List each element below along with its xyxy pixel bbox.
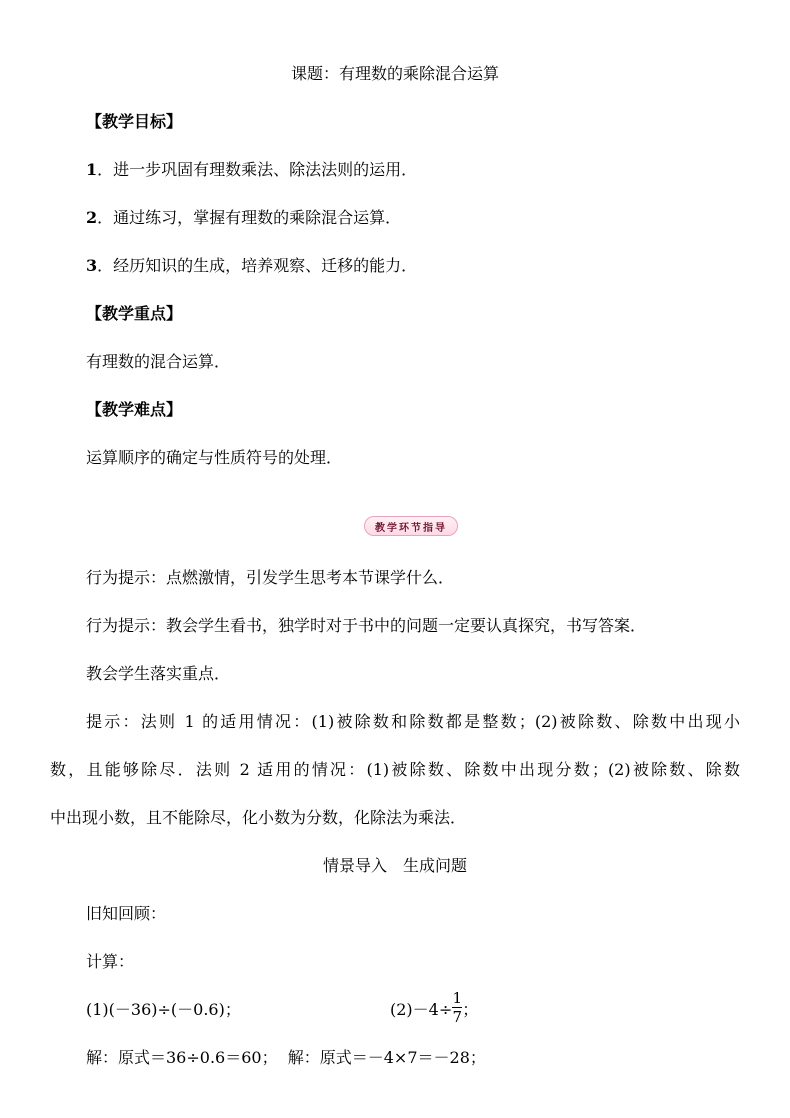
guidance-paragraph-2: 行为提示：教会学生看书，独学时对于书中的问题一定要认真探究，书写答案． xyxy=(86,616,647,635)
objective-item-1 xyxy=(86,160,417,180)
calc-label: 计算： xyxy=(86,952,135,971)
objective-item-3 xyxy=(86,256,417,276)
section-banner xyxy=(354,515,468,537)
page-title: 课题：有理数的乘除混合运算 xyxy=(290,64,499,83)
guidance-tip-line-3: 中出现小数，且不能除尽，化小数为分数，化除法为乘法． xyxy=(50,808,467,827)
fraction-denominator: 7 xyxy=(452,1008,463,1026)
problem-2-suffix: ； xyxy=(462,1000,479,1019)
guidance-paragraph-3: 教会学生落实重点． xyxy=(86,664,231,683)
guidance-tip-line-1: 提示：法则 1 的适用情况：(1)被除数和除数都是整数；(2)被除数、除数中出现小 xyxy=(86,712,740,731)
fraction xyxy=(452,990,462,1025)
fraction-numerator: 1 xyxy=(452,989,463,1007)
solution-line: 解：原式＝36÷0.6＝60； 解：原式＝－4×7＝－28； xyxy=(86,1048,486,1067)
banner-pill xyxy=(364,516,458,536)
objective-text: ．进一步巩固有理数乘法、除法法则的运用． xyxy=(97,160,418,179)
objective-number: 1 xyxy=(86,160,98,179)
objectives-heading: 【教学目标】 xyxy=(86,112,183,131)
key-points-text: 有理数的混合运算． xyxy=(86,352,231,371)
guidance-tip-line-2: 数，且能够除尽．法则 2 适用的情况：(1)被除数、除数中出现分数；(2)被除数、除数 xyxy=(50,760,740,779)
objective-item-2 xyxy=(86,208,401,228)
objective-text: ．经历知识的生成，培养观察、迁移的能力． xyxy=(97,256,418,275)
objective-number: 3 xyxy=(86,256,98,275)
objective-number: 2 xyxy=(86,208,98,227)
problem-2-prefix: (2)－4÷ xyxy=(390,1000,453,1019)
guidance-paragraph-1: 行为提示：点燃激情，引发学生思考本节课学什么． xyxy=(86,568,455,587)
difficult-points-heading: 【教学难点】 xyxy=(86,400,183,419)
problem-1: (1)(－36)÷(－0.6)； xyxy=(86,1000,241,1019)
key-points-heading: 【教学重点】 xyxy=(86,304,183,323)
banner-text: 教学环节指导 xyxy=(375,522,447,534)
review-label: 旧知回顾： xyxy=(86,904,167,923)
problem-2 xyxy=(390,989,479,1026)
objective-text: ．通过练习，掌握有理数的乘除混合运算． xyxy=(97,208,402,227)
difficult-points-text: 运算顺序的确定与性质符号的处理． xyxy=(86,448,343,467)
scene-heading: 情景导入 生成问题 xyxy=(322,856,467,875)
